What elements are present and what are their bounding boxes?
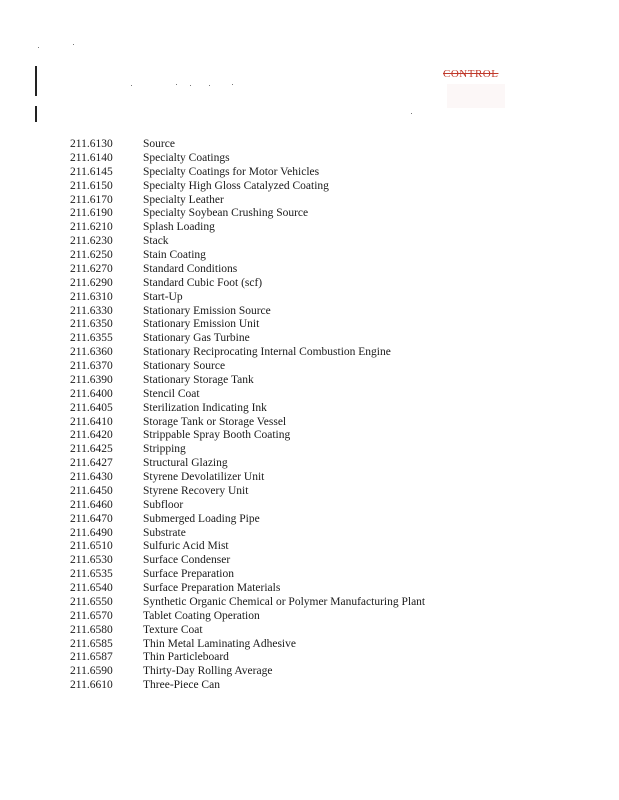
section-row [70, 596, 590, 610]
section-number: 211.6570 [70, 609, 113, 622]
section-title: Storage Tank or Storage Vessel [143, 415, 287, 428]
section-number: 211.6130 [70, 138, 113, 150]
section-number: 211.6400 [70, 387, 113, 400]
scan-speck [190, 85, 191, 86]
section-number: 211.6405 [70, 401, 113, 414]
section-title: Thin Particleboard [143, 651, 229, 664]
section-row [70, 277, 590, 291]
scan-speck [232, 84, 233, 85]
section-row [70, 499, 590, 513]
section-row [70, 679, 590, 693]
scan-speck [209, 85, 210, 86]
section-number: 211.6550 [70, 595, 113, 608]
section-number: 211.6540 [70, 582, 113, 594]
section-row [70, 638, 590, 652]
section-row [70, 388, 590, 402]
section-title: Subfloor [143, 498, 184, 511]
section-title: Texture Coat [143, 623, 203, 636]
section-row [70, 665, 590, 679]
section-title: Specialty Coatings [143, 151, 230, 164]
section-number: 211.6330 [70, 304, 113, 317]
section-number: 211.6355 [70, 332, 113, 345]
scan-speck [73, 44, 74, 45]
section-row [70, 485, 590, 499]
section-row [70, 429, 590, 443]
control-stamp: CONTROL [443, 68, 499, 80]
section-number: 211.6410 [70, 415, 113, 428]
scan-speck [411, 113, 412, 114]
margin-change-bar [35, 66, 37, 96]
section-title: Surface Condenser [143, 554, 231, 567]
section-title: Strippable Spray Booth Coating [143, 429, 291, 442]
section-number: 211.6590 [70, 665, 113, 678]
section-row [70, 152, 590, 166]
section-row [70, 249, 590, 263]
section-title: Stack [143, 235, 169, 248]
section-title: Specialty Coatings for Motor Vehicles [143, 165, 320, 178]
section-number: 211.6290 [70, 276, 113, 289]
section-row [70, 194, 590, 208]
section-title: Synthetic Organic Chemical or Polymer Manufacturing Plant [143, 595, 426, 608]
section-number: 211.6427 [70, 457, 113, 470]
section-title: Sterilization Indicating Ink [143, 401, 267, 414]
section-number: 211.6580 [70, 623, 113, 636]
section-title: Standard Conditions [143, 262, 238, 275]
section-title: Substrate [143, 526, 186, 539]
section-row [70, 582, 590, 596]
section-title: Thirty-Day Rolling Average [143, 665, 273, 678]
section-number: 211.6270 [70, 262, 113, 275]
section-row [70, 554, 590, 568]
section-title: Stationary Reciprocating Internal Combustion Engine [143, 346, 391, 359]
section-number: 211.6230 [70, 235, 113, 248]
section-number: 211.6420 [70, 429, 113, 442]
section-row [70, 513, 590, 527]
section-row [70, 624, 590, 638]
section-title: Stationary Emission Source [143, 304, 271, 317]
section-title: Thin Metal Laminating Adhesive [143, 637, 296, 650]
section-list [70, 138, 590, 693]
section-number: 211.6210 [70, 221, 113, 234]
section-number: 211.6450 [70, 484, 113, 497]
section-title: Specialty Leather [143, 193, 224, 206]
section-title: Submerged Loading Pipe [143, 512, 260, 525]
section-number: 211.6430 [70, 471, 113, 483]
scan-speck [38, 47, 39, 48]
section-number: 211.6360 [70, 346, 113, 359]
section-row [70, 207, 590, 221]
section-title: Splash Loading [143, 221, 215, 234]
section-row [70, 527, 590, 541]
section-number: 211.6490 [70, 526, 113, 539]
section-row [70, 305, 590, 319]
section-row [70, 651, 590, 665]
section-title: Source [143, 138, 175, 150]
section-row [70, 471, 590, 485]
section-title: Standard Cubic Foot (scf) [143, 276, 263, 289]
section-row [70, 540, 590, 554]
section-title: Stationary Emission Unit [143, 318, 260, 331]
section-title: Stationary Gas Turbine [143, 332, 250, 345]
section-number: 211.6370 [70, 360, 113, 372]
section-row [70, 346, 590, 360]
section-number: 211.6350 [70, 318, 113, 331]
section-number: 211.6585 [70, 637, 113, 650]
section-number: 211.6390 [70, 373, 113, 386]
section-number: 211.6425 [70, 443, 113, 456]
section-number: 211.6587 [70, 651, 113, 664]
section-row [70, 610, 590, 624]
section-title: Stain Coating [143, 249, 206, 261]
section-row [70, 221, 590, 235]
section-row [70, 332, 590, 346]
section-number: 211.6145 [70, 165, 113, 178]
section-row [70, 457, 590, 471]
section-number: 211.6470 [70, 512, 113, 525]
section-title: Stencil Coat [143, 387, 200, 400]
section-title: Styrene Devolatilizer Unit [143, 471, 265, 483]
section-title: Specialty High Gloss Catalyzed Coating [143, 179, 329, 192]
stamp-shadow [447, 84, 505, 108]
section-title: Styrene Recovery Unit [143, 484, 249, 497]
section-row [70, 235, 590, 249]
section-row [70, 374, 590, 388]
section-number: 211.6140 [70, 151, 113, 164]
section-title: Tablet Coating Operation [143, 609, 260, 622]
section-number: 211.6170 [70, 193, 113, 206]
section-number: 211.6535 [70, 568, 113, 581]
section-title: Sulfuric Acid Mist [143, 540, 229, 553]
section-row [70, 568, 590, 582]
section-title: Surface Preparation Materials [143, 582, 281, 594]
section-row [70, 263, 590, 277]
section-row [70, 180, 590, 194]
section-title: Stripping [143, 443, 186, 456]
scan-speck [176, 84, 177, 85]
section-row [70, 443, 590, 457]
section-title: Structural Glazing [143, 457, 228, 470]
section-title: Start-Up [143, 290, 183, 303]
section-row [70, 291, 590, 305]
section-title: Three-Piece Can [143, 679, 220, 692]
section-title: Stationary Storage Tank [143, 373, 254, 386]
section-number: 211.6460 [70, 498, 113, 511]
section-number: 211.6510 [70, 540, 113, 553]
section-row [70, 138, 590, 152]
margin-change-bar [35, 106, 37, 122]
section-title: Specialty Soybean Crushing Source [143, 207, 309, 220]
section-number: 211.6150 [70, 179, 113, 192]
section-row [70, 318, 590, 332]
section-number: 211.6190 [70, 207, 113, 220]
section-title: Surface Preparation [143, 568, 235, 581]
section-row [70, 402, 590, 416]
scan-speck [131, 85, 132, 86]
section-title: Stationary Source [143, 360, 226, 372]
section-number: 211.6250 [70, 249, 113, 261]
section-number: 211.6530 [70, 554, 113, 567]
section-row [70, 416, 590, 430]
section-number: 211.6310 [70, 290, 113, 303]
section-row [70, 360, 590, 374]
section-number: 211.6610 [70, 679, 113, 692]
section-row [70, 166, 590, 180]
